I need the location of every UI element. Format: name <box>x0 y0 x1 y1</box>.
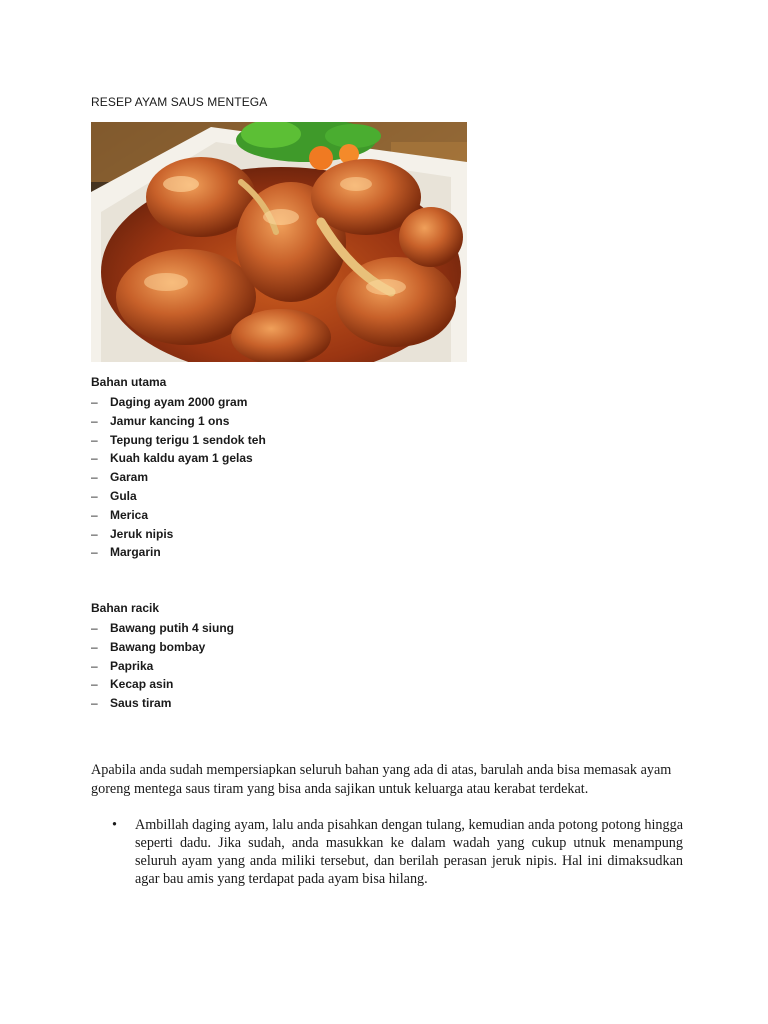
section-heading-bahan-utama: Bahan utama <box>91 375 167 389</box>
list-item: – Bawang putih 4 siung <box>91 621 235 635</box>
list-item: – Saus tiram <box>91 696 172 711</box>
list-item: – Paprika <box>91 658 154 673</box>
list-item: – Daging ayam 2000 gram <box>91 395 248 409</box>
dish-photo <box>91 122 467 362</box>
steps-list <box>91 816 683 888</box>
list-item: – Jamur kancing 1 ons <box>91 413 230 428</box>
list-item: – Kecap asin <box>91 677 174 692</box>
list-item: – Margarin <box>91 545 161 560</box>
section-heading-bahan-racik: Bahan racik <box>91 601 160 615</box>
list-item: – Gula <box>91 488 137 503</box>
list-item: – Tepung terigu 1 sendok teh <box>91 432 266 447</box>
list-item: – Garam <box>91 470 149 485</box>
step-item: • Ambillah daging ayam, lalu anda pisahkan dengan tulang, kemudian anda potong potong hingga seperti dadu. Jika sudah, anda masukkan ke dalam wadah yang cukup utnuk menampung seluruh ayam yang anda miliki tersebut, dan berilah perasan jeruk nipis. Hal ini dimaksudkan agar bau amis yang terdapat pada ayam bisa hilang. <box>112 817 683 887</box>
recipe-title: RESEP AYAM SAUS MENTEGA <box>91 95 268 109</box>
ingredient-list-bahan-racik <box>91 619 234 713</box>
ingredient-list-bahan-utama <box>91 393 266 562</box>
bullet-icon: • <box>112 817 117 833</box>
list-item: – Kuah kaldu ayam 1 gelas <box>91 451 253 466</box>
intro-paragraph: Apabila anda sudah mempersiapkan seluruh bahan yang ada di atas, barulah anda bisa memasak ayam goreng mentega saus tiram yang bisa anda sajikan untuk keluarga atau kerabat terdekat. <box>91 762 672 797</box>
list-item: – Bawang bombay <box>91 639 206 654</box>
list-item: – Merica <box>91 507 149 522</box>
list-item: – Jeruk nipis <box>91 526 174 541</box>
